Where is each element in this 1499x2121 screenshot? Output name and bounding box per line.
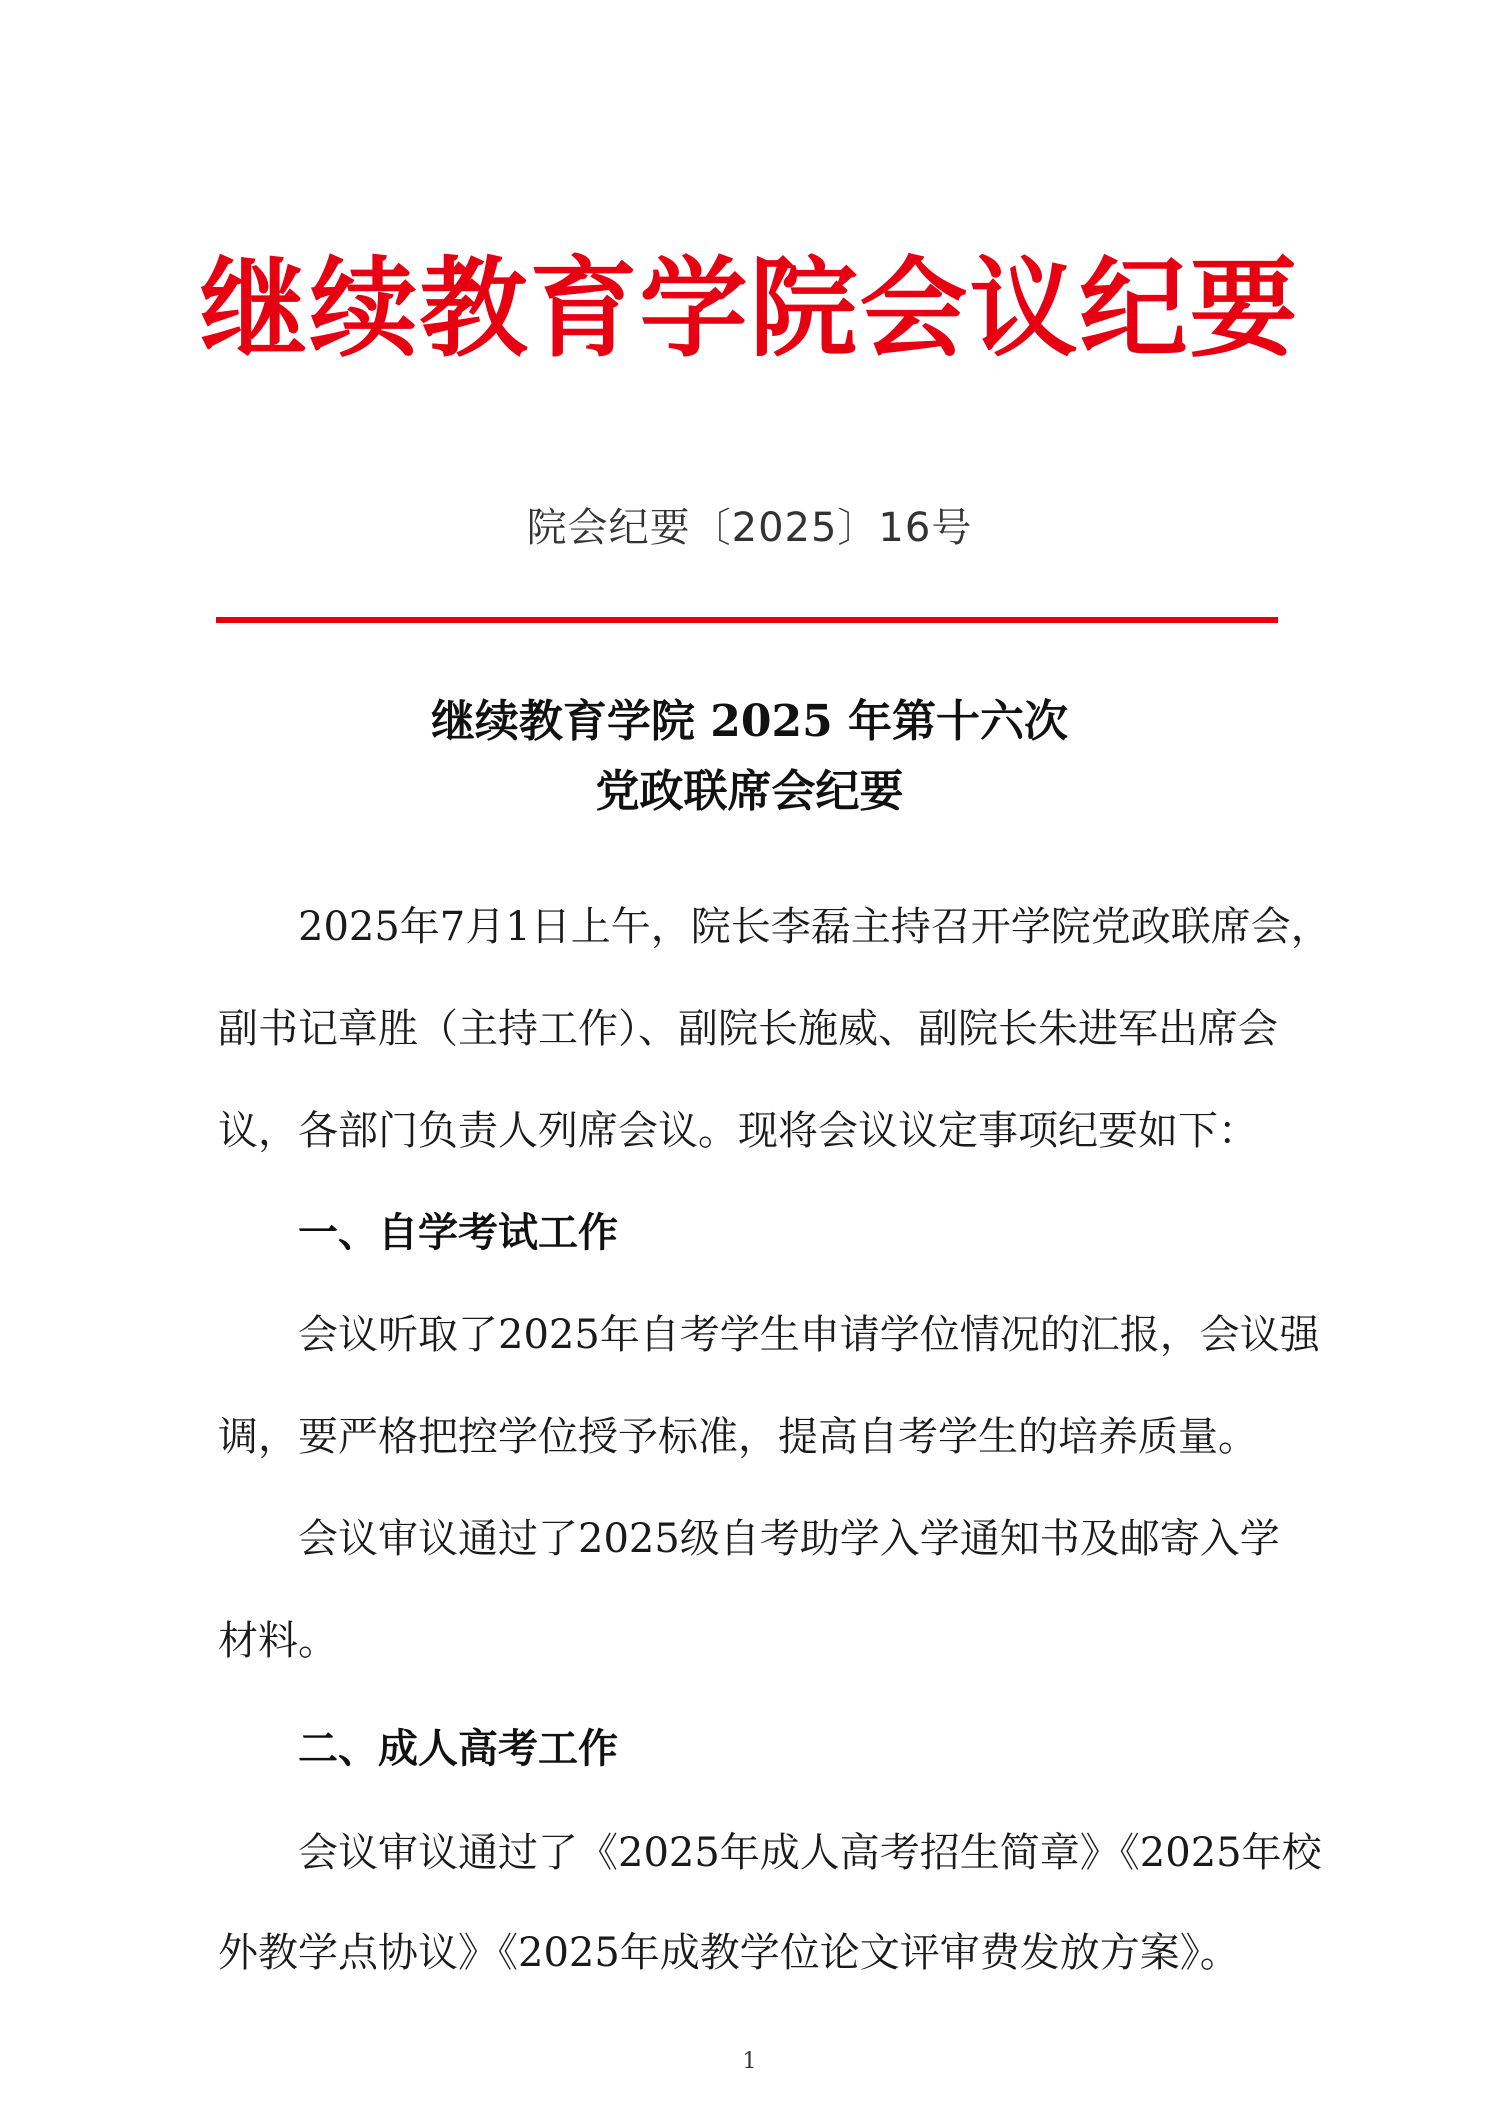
section-2-paragraph-1-line-1: 会议审议通过了《2025年成人高考招生简章》《2025年校 [298, 1830, 1322, 1876]
masthead-title: 继续教育学院会议纪要 [199, 247, 1300, 372]
document-title-line-2: 党政联席会纪要 [595, 766, 904, 817]
page-number: 1 [742, 2049, 757, 2074]
document-number: 院会纪要〔2025〕16号 [526, 505, 973, 551]
section-2-paragraph-1-line-2: 外教学点协议》《2025年成教学位论文评审费发放方案》。 [218, 1930, 1240, 1976]
intro-line-3: 议，各部门负责人列席会议。现将会议议定事项纪要如下： [218, 1108, 1258, 1154]
section-1-paragraph-2-line-1: 会议审议通过了2025级自考助学入学通知书及邮寄入学 [298, 1516, 1280, 1562]
section-1-paragraph-1-line-2: 调，要严格把控学位授予标准，提高自考学生的培养质量。 [218, 1414, 1258, 1460]
section-2-heading: 二、成人高考工作 [298, 1726, 618, 1772]
section-1-paragraph-2-line-2: 材料。 [218, 1618, 338, 1664]
section-1-paragraph-1-line-1: 会议听取了2025年自考学生申请学位情况的汇报，会议强 [298, 1312, 1320, 1358]
intro-line-1: 2025年7月1日上午，院长李磊主持召开学院党政联席会， [298, 904, 1331, 950]
red-separator-line [216, 617, 1278, 623]
intro-line-2: 副书记章胜（主持工作）、副院长施威、副院长朱进军出席会 [218, 1006, 1278, 1052]
section-1-heading: 一、自学考试工作 [298, 1210, 618, 1256]
document-title-line-1: 继续教育学院 2025 年第十六次 [430, 696, 1069, 747]
